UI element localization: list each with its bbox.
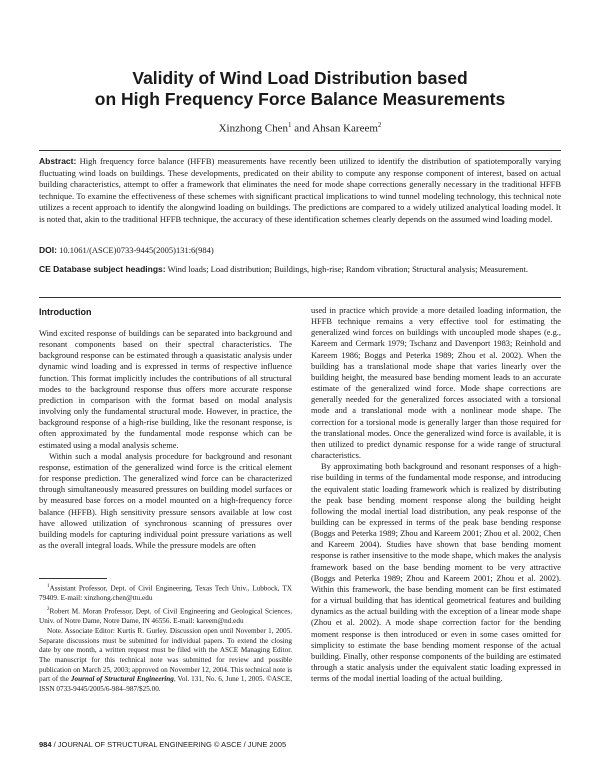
paper-title <box>0 68 600 110</box>
footnote-note: Note. Associate Editor: Kurtis R. Gurley. Discussion open until November 1, 2005. Separate discussions must be submitted for individual papers. To extend the closing date by one month, a written request must be filed with the ASCE Managing Editor. The manuscript for this technical note was submitted for review and possible publication on March 25, 2003; approved on November 12, 2004. This technical note is part of the Journal of Structural Engineering, Vol. 131, No. 6, June 1, 2005. ©ASCE, ISSN 0733-9445/2005/6-984–987/$25.00. <box>39 627 292 693</box>
right-column <box>311 305 561 684</box>
author-1-affil: 1 <box>287 121 292 129</box>
author-2: Ahsan Kareem <box>312 122 378 135</box>
intro-paragraph-1: Wind excited response of buildings can be separated into background and resonant components based on their spectral characteristics. The background response can be estimated through a quasistatic analysis under dynamic wind loading and is expressed in terms of respective influence function. This format implicitly includes the contributions of all structural modes to the background response thus offers more accurate response prediction in comparison with the format based on modal analysis involving only the fundamental structural mode. However, in practice, the background response of a high-rise building, like the resonant response, is often approximated by the fundamental mode response which can be estimated using a modal analysis scheme. <box>39 329 292 450</box>
author-line <box>0 121 600 135</box>
author-1: Xinzhong Chen <box>218 122 288 135</box>
footnote-2: $^2$Robert M. Moran Professor, Dept. of Civil Engineering and Geological Sciences, Univ. of Notre Dame, Notre Dame, IN 46556. E-mail: kareem@nd.edu <box>39 606 292 625</box>
section-heading-introduction: Introduction <box>39 307 92 317</box>
page-footer <box>39 740 286 749</box>
intro-paragraph-2: Within such a modal analysis procedure for background and resonant response, estimation of the generalized wind force is the critical element for response prediction. The generalized wind force can be characterized through simultaneously measured pressures on building model surfaces or by measured base forces on a model mounted on a high-frequency force balance (HFFB). High sensitivity pressure sensors available at low cost have allowed utilization of synchronous scanning of pressures over building models for capturing individual point pressure variations as well as the overall integral loads. While the pressure models are often <box>39 451 292 550</box>
footnote-1: $^1$Assistant Professor, Dept. of Civil Engineering, Texas Tech Univ., Lubbock, TX 79409. E-mail: xinzhong.chen@ttu.edu <box>39 584 292 602</box>
doi-value: 10.1061/(ASCE)0733-9445(2005)131:6(984) <box>59 245 214 255</box>
title-line-1: Validity of Wind Load Distribution based <box>132 68 468 88</box>
page-number: 984 <box>39 740 52 749</box>
doi-label: DOI: <box>39 245 57 255</box>
footnote-rule <box>39 578 107 579</box>
abstract-bottom-rule <box>39 297 561 298</box>
footer-journal: / JOURNAL OF STRUCTURAL ENGINEERING © ASCE / JUNE 2005 <box>51 740 287 749</box>
abstract-label: Abstract: <box>39 156 77 166</box>
abstract-text: High frequency force balance (HFFB) measurements have recently been utilized to identify the distribution of spatiotemporally varying fluctuating wind loads on buildings. These developments, predicated on their ability to compute any response component of interest, based on actual building characteristics, attempt to offer a framework that eliminates the need for mode shape corrections generally necessary in the traditional HFFB technique. To examine the effectiveness of these schemes with significant practical implications to wind tunnel modeling technology, this technical note utilizes a recent approach to identify the alongwind loading on buildings. The predictions are compared to a widely utilized analytical loading model. It is noted that, akin to the traditional HFFB technique, the accuracy of these identification schemes clearly depends on the assumed wind loading model. <box>39 156 561 224</box>
author-2-affil: 2 <box>377 121 382 129</box>
footnotes <box>39 582 292 695</box>
intro-paragraph-4: By approximating both background and resonant responses of a high-rise building in terms of the fundamental mode response, and introducing the equivalent static loading framework which is realized by distributing the peak base bending moment response along the building height following the modal inertial load distribution, any peak response of the building can be expressed in terms of the peak base bending response (Boggs and Peterka 1989; Zhou and Kareem 2001; Zhou et al. 2002, Chen and Kareem 2004). Studies have shown that base bending moment response is rather insensitive to the mode shape, which makes the analysis framework based on the base bending moment to be very attractive (Boggs and Peterka 1989; Zhou and Kareem 2001; Zhou et al. 2002). Within this framework, the base bending moment can be first estimated for a virtual building that has identical geometrical features and building dynamics as the actual building with the exception of a linear mode shape (Zhou et al. 2002). A mode shape correction factor for the bending moment response is then introduced or even in some cases omitted for simplicity to estimate the base bending moment response of the actual building. Finally, other response components of the building are estimated through a static analysis under the equivalent static loading expressed in terms of the modal inertial loading of the actual building. <box>311 462 561 684</box>
subject-headings-label: CE Database subject headings: <box>39 264 166 274</box>
doi <box>39 245 214 255</box>
subject-headings-text: Wind loads; Load distribution; Buildings, high-rise; Random vibration; Structural analysis; Measurement. <box>167 264 528 274</box>
subject-headings <box>39 264 561 276</box>
abstract <box>39 156 561 226</box>
left-column <box>39 307 292 551</box>
title-line-2: on High Frequency Force Balance Measurements <box>94 89 506 109</box>
journal-name: Journal of Structural Engineering <box>70 675 174 684</box>
intro-paragraph-3: used in practice which provide a more detailed loading information, the HFFB technique remains a very effective tool for estimating the generalized wind forces on buildings with uncoupled mode shapes (e.g., Kareem and Cermark 1979; Tschanz and Davenport 1983; Reinhold and Kareem 1986; Boggs and Peterka 1989; Zhou et al. 2002). When the building has a translational mode shape that varies linearly over the building height, the measured base bending moment leads to an accurate estimate of the generalized wind force. Mode shape corrections are generally needed for the generalized forces associated with a torsional mode and a translational mode with a nonlinear mode shape. The correction for a torsional mode is generally larger than those required for the translational modes. Once the generalized wind force is available, it is then utilized to predict dynamic response for a wide range of structural characteristics. <box>311 306 561 461</box>
abstract-top-rule <box>39 150 561 151</box>
author-conjunction: and <box>291 122 313 135</box>
